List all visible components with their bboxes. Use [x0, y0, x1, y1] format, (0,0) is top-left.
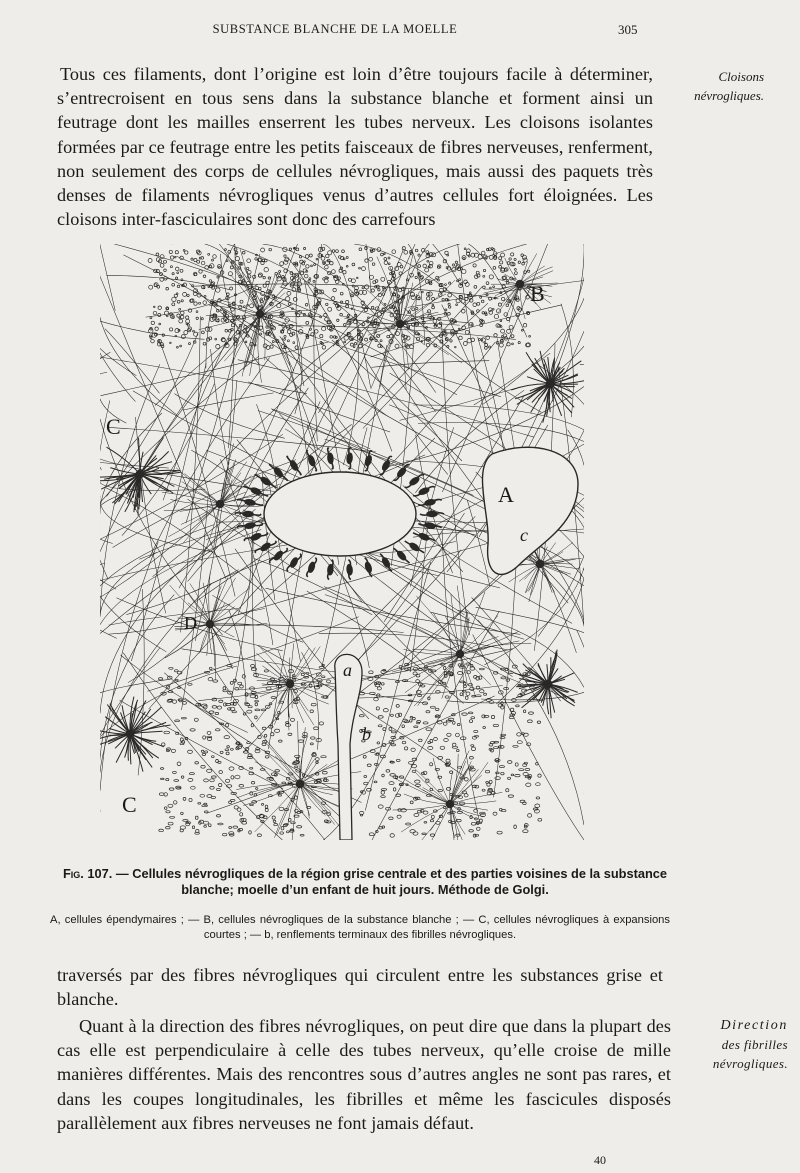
figure-illustration	[100, 244, 584, 840]
running-head: SUBSTANCE BLANCHE DE LA MOELLE	[212, 22, 458, 36]
label-a: a	[343, 660, 352, 680]
label-C-bottom: C	[122, 792, 137, 817]
margin-note-direction-rest: des fibrilles névrogliques.	[712, 1037, 788, 1071]
ependymal-cavity	[482, 447, 578, 574]
label-C-left: C	[106, 414, 121, 439]
label-D: D	[184, 613, 197, 633]
signature-number: 40	[594, 1153, 606, 1167]
label-A: A	[498, 482, 514, 507]
margin-note-direction	[678, 1015, 788, 1073]
page-number: 305	[618, 22, 638, 37]
paragraph-1: Tous ces filaments, dont l’origine est loin d’être toujours facile à déterminer, s’entrecroisent en tous sens dans la substance blanche et forment ainsi un feutrage dont les mailles enserrent les tubes nerveux. Les cloisons isolantes formées par ce feutrage entre les petits faisceaux de fibres nerveuses, renferment, non seulement des corps de cellules névrogliques, mais aussi des paquets très denses de filaments névrogliques venus d’autres cellules fort éloignées. Les cloisons inter-fasciculaires sont donc des carrefours	[57, 64, 653, 230]
terminal-swelling	[335, 654, 362, 840]
figure-107	[100, 244, 584, 840]
paragraph-2: traversés par des fibres névrogliques qui circulent entre les substances grise et blanche.	[57, 965, 663, 1010]
caption-fig-label: Fig. 107.	[62, 866, 113, 881]
figure-legend: A, cellules épendymaires ; — B, cellules névrogliques de la substance blanche ; — C, cellules névrogliques à expansions courtes ; — b, renflements terminaux des fibrilles névrogliques.	[50, 914, 670, 941]
paragraph-3: Quant à la direction des fibres névrogliques, on peut dire que dans la plupart des cas elle est perpendiculaire à celle des tubes nerveux, qu’elle croise de mille manières différentes. Mais des rencontres sous d’autres angles ne sont pas rares, et dans les coupes longitudinales, les fibrilles et même les fascicules disposés parallèlement aux fibres nerveuses ne font jamais défaut.	[57, 1016, 671, 1133]
label-B: B	[530, 281, 545, 306]
margin-note-direction-heading: Direction	[720, 1018, 788, 1033]
label-b: b	[362, 724, 371, 744]
central-canal	[264, 472, 416, 556]
label-c-right: c	[520, 525, 528, 545]
figure-caption	[52, 866, 678, 898]
caption-text: — Cellules névrogliques de la région grise centrale et des parties voisines de la substance blanche; moelle d’un enfant de huit jours. Méthode de Golgi.	[112, 866, 668, 897]
margin-note-cloisons: Cloisons névrogliques.	[694, 69, 764, 103]
